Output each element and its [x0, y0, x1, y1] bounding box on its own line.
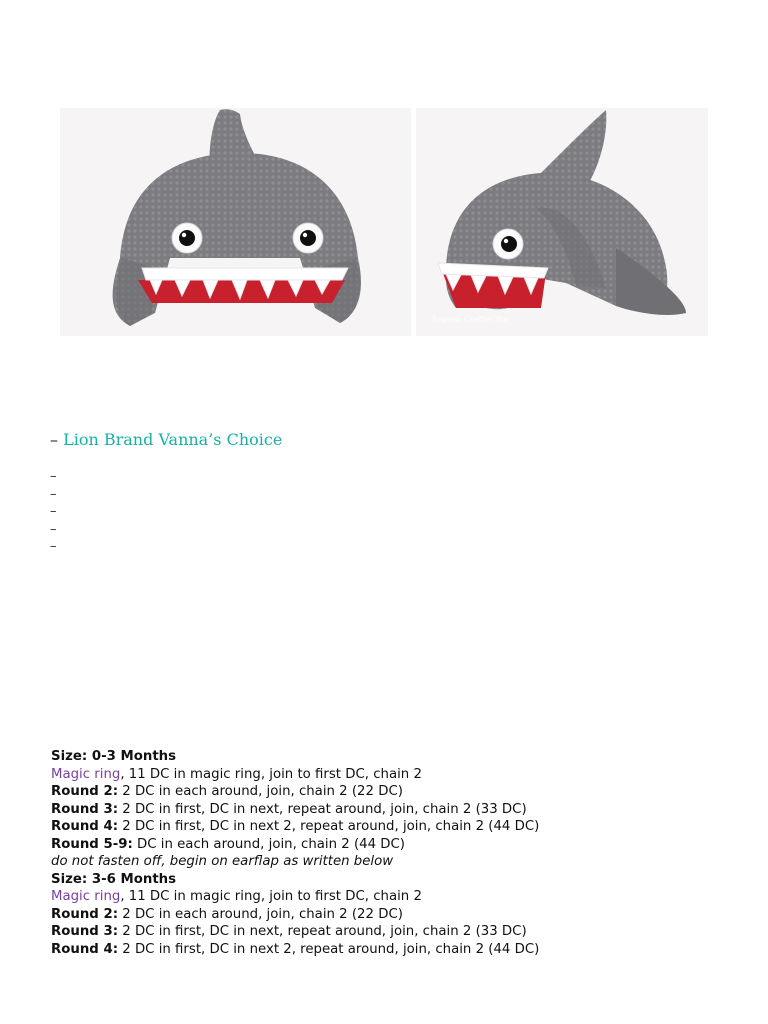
magic-ring-line: Magic ring, 11 DC in magic ring, join to first DC, chain 2 [51, 766, 422, 782]
supply-list [50, 468, 57, 556]
round-line: Round 3: 2 DC in first, DC in next, repeat around, join, chain 2 (33 DC) [51, 801, 527, 817]
round-line: Round 2: 2 DC in each around, join, chain 2 (22 DC) [51, 906, 403, 922]
pattern-instructions [51, 748, 751, 958]
list-item: – [50, 486, 57, 502]
yarn-dash: – [50, 430, 64, 449]
round-line: Round 4: 2 DC in first, DC in next 2, repeat around, join, chain 2 (44 DC) [51, 819, 540, 834]
round-line: Round 2: 2 DC in each around, join, chain 2 (22 DC) [51, 784, 403, 799]
size-heading: Size: 0-3 Months [51, 749, 177, 764]
size-heading: Size: 3-6 Months [51, 871, 177, 887]
pattern-note: do not fasten off, begin on earflap as written below [51, 854, 394, 869]
list-item: – [50, 521, 57, 537]
shark-hat-side-illustration [416, 108, 708, 336]
shark-hat-front-photo [60, 108, 411, 336]
list-item: – [50, 539, 57, 554]
magic-ring-line: Magic ring, 11 DC in magic ring, join to first DC, chain 2 [51, 889, 422, 904]
watermark-text: Repeat Crafter Me [432, 315, 509, 324]
round-line: Round 4: 2 DC in first, DC in next 2, repeat around, join, chain 2 (44 DC) [51, 941, 540, 957]
list-item: – [50, 469, 57, 484]
shark-hat-front-illustration [60, 108, 411, 336]
yarn-line [50, 430, 282, 449]
round-line: Round 3: 2 DC in first, DC in next, repeat around, join, chain 2 (33 DC) [51, 924, 527, 939]
list-item: – [50, 504, 57, 519]
yarn-link[interactable]: Lion Brand Vanna’s Choice [63, 430, 283, 449]
shark-hat-side-photo [416, 108, 708, 336]
magic-ring-link[interactable]: Magic ring [51, 889, 121, 904]
round-line: Round 5-9: DC in each around, join, chain 2 (44 DC) [51, 836, 405, 852]
magic-ring-link[interactable]: Magic ring [51, 766, 121, 782]
